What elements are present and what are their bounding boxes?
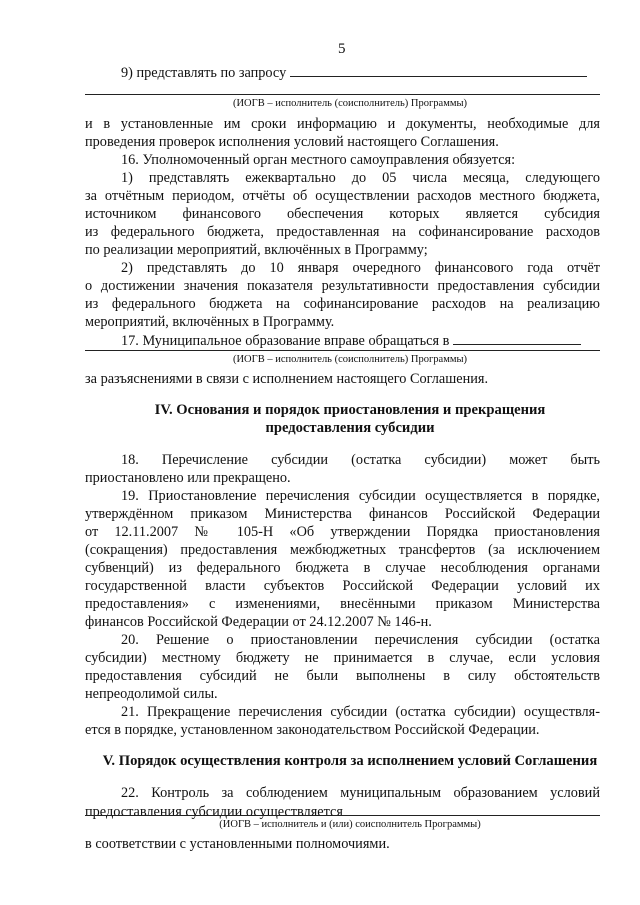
- item19-line-6: государственной власти субъектов Российской Федерации условий их: [85, 578, 600, 594]
- item16-lead: 16. Уполномоченный орган местного самоуправления обязуется:: [121, 152, 516, 168]
- item9-fill-blank: [290, 63, 587, 77]
- page-number: 5: [338, 41, 346, 57]
- item17-prefix-line: [121, 331, 600, 350]
- item16-p1-line-4: из федерального бюджета, предоставленная на софинансирование расходов: [85, 224, 600, 240]
- item16-p1-line-5: по реализации мероприятий, включённых в Программу;: [85, 242, 428, 258]
- item19-line-2: утверждённом приказом Министерства финансов Российской Федерации: [85, 506, 600, 522]
- section5-heading: V. Порядок осуществления контроля за исполнением условий Соглашения: [102, 753, 598, 769]
- item22-line-1: 22. Контроль за соблюдением муниципальным образованием условий: [121, 785, 600, 801]
- item20-line-3: предоставления субсидий не были выполнены в силу обстоятельств: [85, 668, 600, 684]
- item22-note: (ИОГВ – исполнитель и (или) соисполнитель Программы): [219, 819, 481, 830]
- item19-line-1: 19. Приостановление перечисления субсидии осуществляется в порядке,: [121, 488, 600, 504]
- item21-line-1: 21. Прекращение перечисления субсидии (остатка субсидии) осуществля-: [121, 704, 600, 720]
- item20-line-4: непреодолимой силы.: [85, 686, 218, 702]
- item22-fill-blank: [347, 802, 587, 816]
- item16-p1-line-3: источником финансового обеспечения которых является субсидия: [85, 206, 600, 222]
- item22-prefix: предоставления субсидии осуществляется: [85, 804, 343, 820]
- item9-prefix: 9) представлять по запросу: [121, 65, 287, 81]
- item19-line-3: от 12.11.2007 № 105-Н «Об утверждении Порядка приостановления: [85, 524, 600, 540]
- item9-fill-rule: [85, 94, 600, 95]
- item19-line-8: финансов Российской Федерации от 24.12.2007 № 146-н.: [85, 614, 432, 630]
- item17-fill-blank: [453, 331, 581, 345]
- item16-p1-line-1: 1) представлять ежеквартально до 05 числа месяца, следующего: [121, 170, 600, 186]
- item22-fill-rule: [85, 815, 600, 816]
- item17-note: (ИОГВ – исполнитель (соисполнитель) Программы): [232, 354, 468, 365]
- item9-line-2: проведения проверок исполнения условий настоящего Соглашения.: [85, 134, 499, 150]
- item22-last-line: в соответствии с установленными полномочиями.: [85, 836, 390, 852]
- item21-line-2: ется в порядке, установленном законодательством Российской Федерации.: [85, 722, 540, 738]
- item16-p2-line-3: из федерального бюджета на софинансирование расходов на реализацию: [85, 296, 600, 312]
- item20-line-1: 20. Решение о приостановлении перечисления субсидии (остатка: [121, 632, 600, 648]
- item17-line: за разъяснениями в связи с исполнением настоящего Соглашения.: [85, 371, 489, 387]
- item18-line-1: 18. Перечисление субсидии (остатка субсидии) может быть: [121, 452, 600, 468]
- item19-line-4: (сокращения) предоставления межбюджетных трансфертов (за исключением: [85, 542, 600, 558]
- item17-fill-rule: [85, 350, 600, 351]
- item16-p1-line-2: за отчётным периодом, отчёты об осуществлении расходов местного бюджета,: [85, 188, 600, 204]
- item16-p2-line-1: 2) представлять до 10 января очередного финансового года отчёт: [121, 260, 600, 276]
- item16-p2-line-4: мероприятий, включённых в Программу.: [85, 314, 335, 330]
- item19-line-5: субвенций) из федерального бюджета в случае несоблюдения органами: [85, 560, 600, 576]
- section4-heading-line-2: предоставления субсидии: [265, 420, 435, 436]
- item17-prefix: 17. Муниципальное образование вправе обращаться в: [121, 333, 450, 349]
- section4-heading-line-1: IV. Основания и порядок приостановления и прекращения: [154, 402, 546, 418]
- item9-line-1: и в установленные им сроки информацию и документы, необходимые для: [85, 116, 600, 132]
- item20-line-2: субсидии) местному бюджету не принимается в случае, если условия: [85, 650, 600, 666]
- item18-line-2: приостановлено или прекращено.: [85, 470, 291, 486]
- item16-p2-line-2: о достижении значения показателя результативности предоставления субсидии: [85, 278, 600, 294]
- item9-note: (ИОГВ – исполнитель (соисполнитель) Программы): [232, 98, 468, 109]
- item9-prefix-line: [121, 63, 600, 82]
- item19-line-7: предоставления» с изменениями, внесёнными приказом Министерства: [85, 596, 600, 612]
